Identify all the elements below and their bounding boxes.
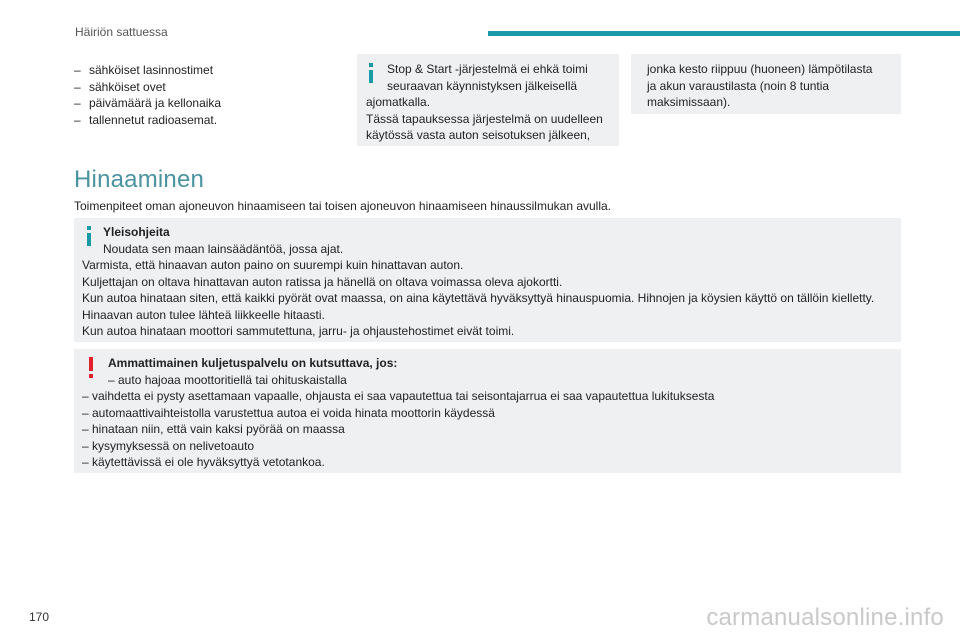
list-item bbox=[74, 112, 344, 129]
stop-start-note-continued bbox=[631, 54, 901, 114]
site-watermark: carmanualsonline.info bbox=[706, 604, 944, 631]
list-item-text: päivämäärä ja kellonaika bbox=[89, 96, 222, 110]
warning-item: – hinataan niin, että vain kaksi pyörää on maassa bbox=[82, 422, 345, 436]
stop-start-note bbox=[357, 54, 619, 146]
list-item bbox=[74, 95, 344, 112]
note-line: Tässä tapauksessa järjestelmä on uudelleen bbox=[366, 111, 603, 126]
general-guidelines-note bbox=[74, 218, 901, 342]
warning-item: – vaihdetta ei pysty asettamaan vapaalle, ohjausta ei saa vapautettua tai seisontajarrua ei saa vapautettua lukituksesta bbox=[82, 389, 715, 403]
note-line: Kun autoa hinataan moottori sammutettuna, jarru- ja ohjaustehostimet eivät toimi. bbox=[82, 324, 515, 338]
note-line: Kun autoa hinataan siten, että kaikki pyörät ovat maassa, on aina käytettävä hyväksyttyä hinauspuomia. Hihnojen ja köysien käyttö on tällöin kielletty. bbox=[82, 291, 875, 305]
feature-list bbox=[74, 62, 344, 128]
info-icon bbox=[369, 63, 387, 83]
note-line: maksimissaan). bbox=[647, 95, 731, 109]
warning-item: – käytettävissä ei ole hyväksyttyä vetotankoa. bbox=[82, 455, 325, 469]
professional-towing-warning bbox=[74, 349, 901, 473]
list-dash: – bbox=[74, 96, 81, 110]
note-line: käytössä vasta auton seisotuksen jälkeen, bbox=[366, 128, 591, 142]
info-icon bbox=[87, 226, 105, 246]
warning-item: – kysymyksessä on nelivetoauto bbox=[82, 438, 255, 453]
note-line: jonka kesto riippuu (huoneen) lämpötilasta bbox=[647, 62, 873, 76]
list-dash: – bbox=[74, 63, 81, 77]
section-title: Hinaaminen bbox=[74, 166, 205, 193]
list-dash: – bbox=[74, 112, 81, 127]
note-line: seuraavan käynnistyksen jälkeisellä bbox=[387, 78, 578, 93]
header-accent-bar bbox=[488, 31, 960, 36]
note-line: ajomatkalla. bbox=[366, 95, 431, 109]
list-item bbox=[74, 62, 344, 79]
warning-heading: Ammattimainen kuljetuspalvelu on kutsuttava, jos: bbox=[108, 356, 398, 370]
note-line: Kuljettajan on oltava hinattavan auton ratissa ja hänellä on oltava voimassa oleva ajokortti. bbox=[82, 274, 563, 289]
page-number: 170 bbox=[29, 610, 50, 624]
note-line: Varmista, että hinaavan auton paino on suurempi kuin hinattavan auton. bbox=[82, 258, 464, 272]
list-item-text: sähköiset lasinnostimet bbox=[89, 63, 214, 77]
list-item bbox=[74, 79, 344, 96]
note-line: Stop & Start -järjestelmä ei ehkä toimi bbox=[387, 62, 588, 76]
page-header-title: Häiriön sattuessa bbox=[75, 25, 168, 39]
note-line: ja akun varaustilasta (noin 8 tuntia bbox=[647, 78, 830, 93]
list-item-text: tallennetut radioasemat. bbox=[89, 112, 218, 127]
note-line: Hinaavan auton tulee lähteä liikkeelle hitaasti. bbox=[82, 307, 325, 322]
list-item-text: sähköiset ovet bbox=[89, 79, 166, 94]
note-heading: Yleisohjeita bbox=[103, 225, 170, 239]
warning-item: – automaattivaihteistolla varustettua autoa ei voida hinata moottorin käydessä bbox=[82, 405, 495, 420]
warning-item: – auto hajoaa moottoritiellä tai ohituskaistalla bbox=[108, 372, 347, 387]
section-intro: Toimenpiteet oman ajoneuvon hinaamiseen tai toisen ajoneuvon hinaamiseen hinaussilmukan avulla. bbox=[74, 199, 612, 213]
warning-icon bbox=[88, 357, 94, 379]
note-line: Noudata sen maan lainsäädäntöä, jossa ajat. bbox=[103, 241, 344, 256]
list-dash: – bbox=[74, 79, 81, 94]
